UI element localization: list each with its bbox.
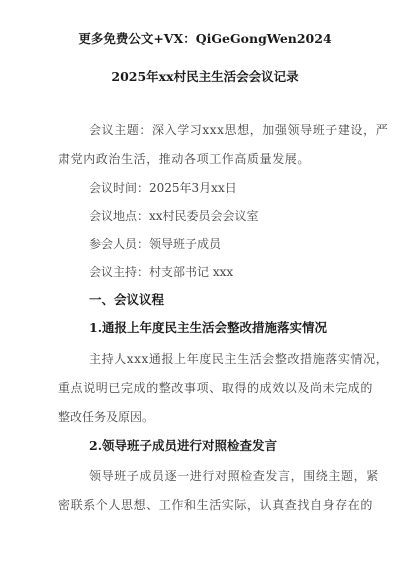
meeting-place: 会议地点：xx村民委员会会议室 bbox=[89, 209, 259, 223]
section-heading-agenda: 一、会议议程 bbox=[89, 292, 165, 307]
agenda-item-2-heading: 2.领导班子成员进行对照检查发言 bbox=[89, 438, 278, 453]
meeting-theme-line-1: 会议主题：深入学习xxx思想，加强领导班子建设，严 bbox=[89, 123, 389, 137]
meeting-host: 会议主持：村支部书记 xxx bbox=[89, 265, 234, 279]
watermark-header: 更多免费公文+VX：QiGeGongWen2024 bbox=[78, 31, 332, 46]
meeting-theme-line-2: 肃党内政治生活，推动各项工作高质量发展。 bbox=[58, 152, 311, 166]
meeting-time: 会议时间：2025年3月xx日 bbox=[89, 181, 237, 195]
agenda-item-1-line-1: 主持人xxx通报上年度民主生活会整改措施落实情况， bbox=[89, 352, 389, 366]
document-title: 2025年xx村民主生活会会议记录 bbox=[111, 69, 299, 84]
agenda-item-1-heading: 1.通报上年度民主生活会整改措施落实情况 bbox=[89, 320, 328, 335]
agenda-item-2-line-1: 领导班子成员逐一进行对照检查发言，围绕主题，紧 bbox=[89, 469, 379, 483]
agenda-item-2-line-2: 密联系个人思想、工作和生活实际，认真查找自身存在的 bbox=[58, 498, 374, 512]
meeting-attendees: 参会人员：领导班子成员 bbox=[89, 237, 222, 251]
agenda-item-1-line-2: 重点说明已完成的整改事项、取得的成效以及尚未完成的 bbox=[58, 381, 374, 395]
agenda-item-1-line-3: 整改任务及原因。 bbox=[58, 410, 155, 424]
